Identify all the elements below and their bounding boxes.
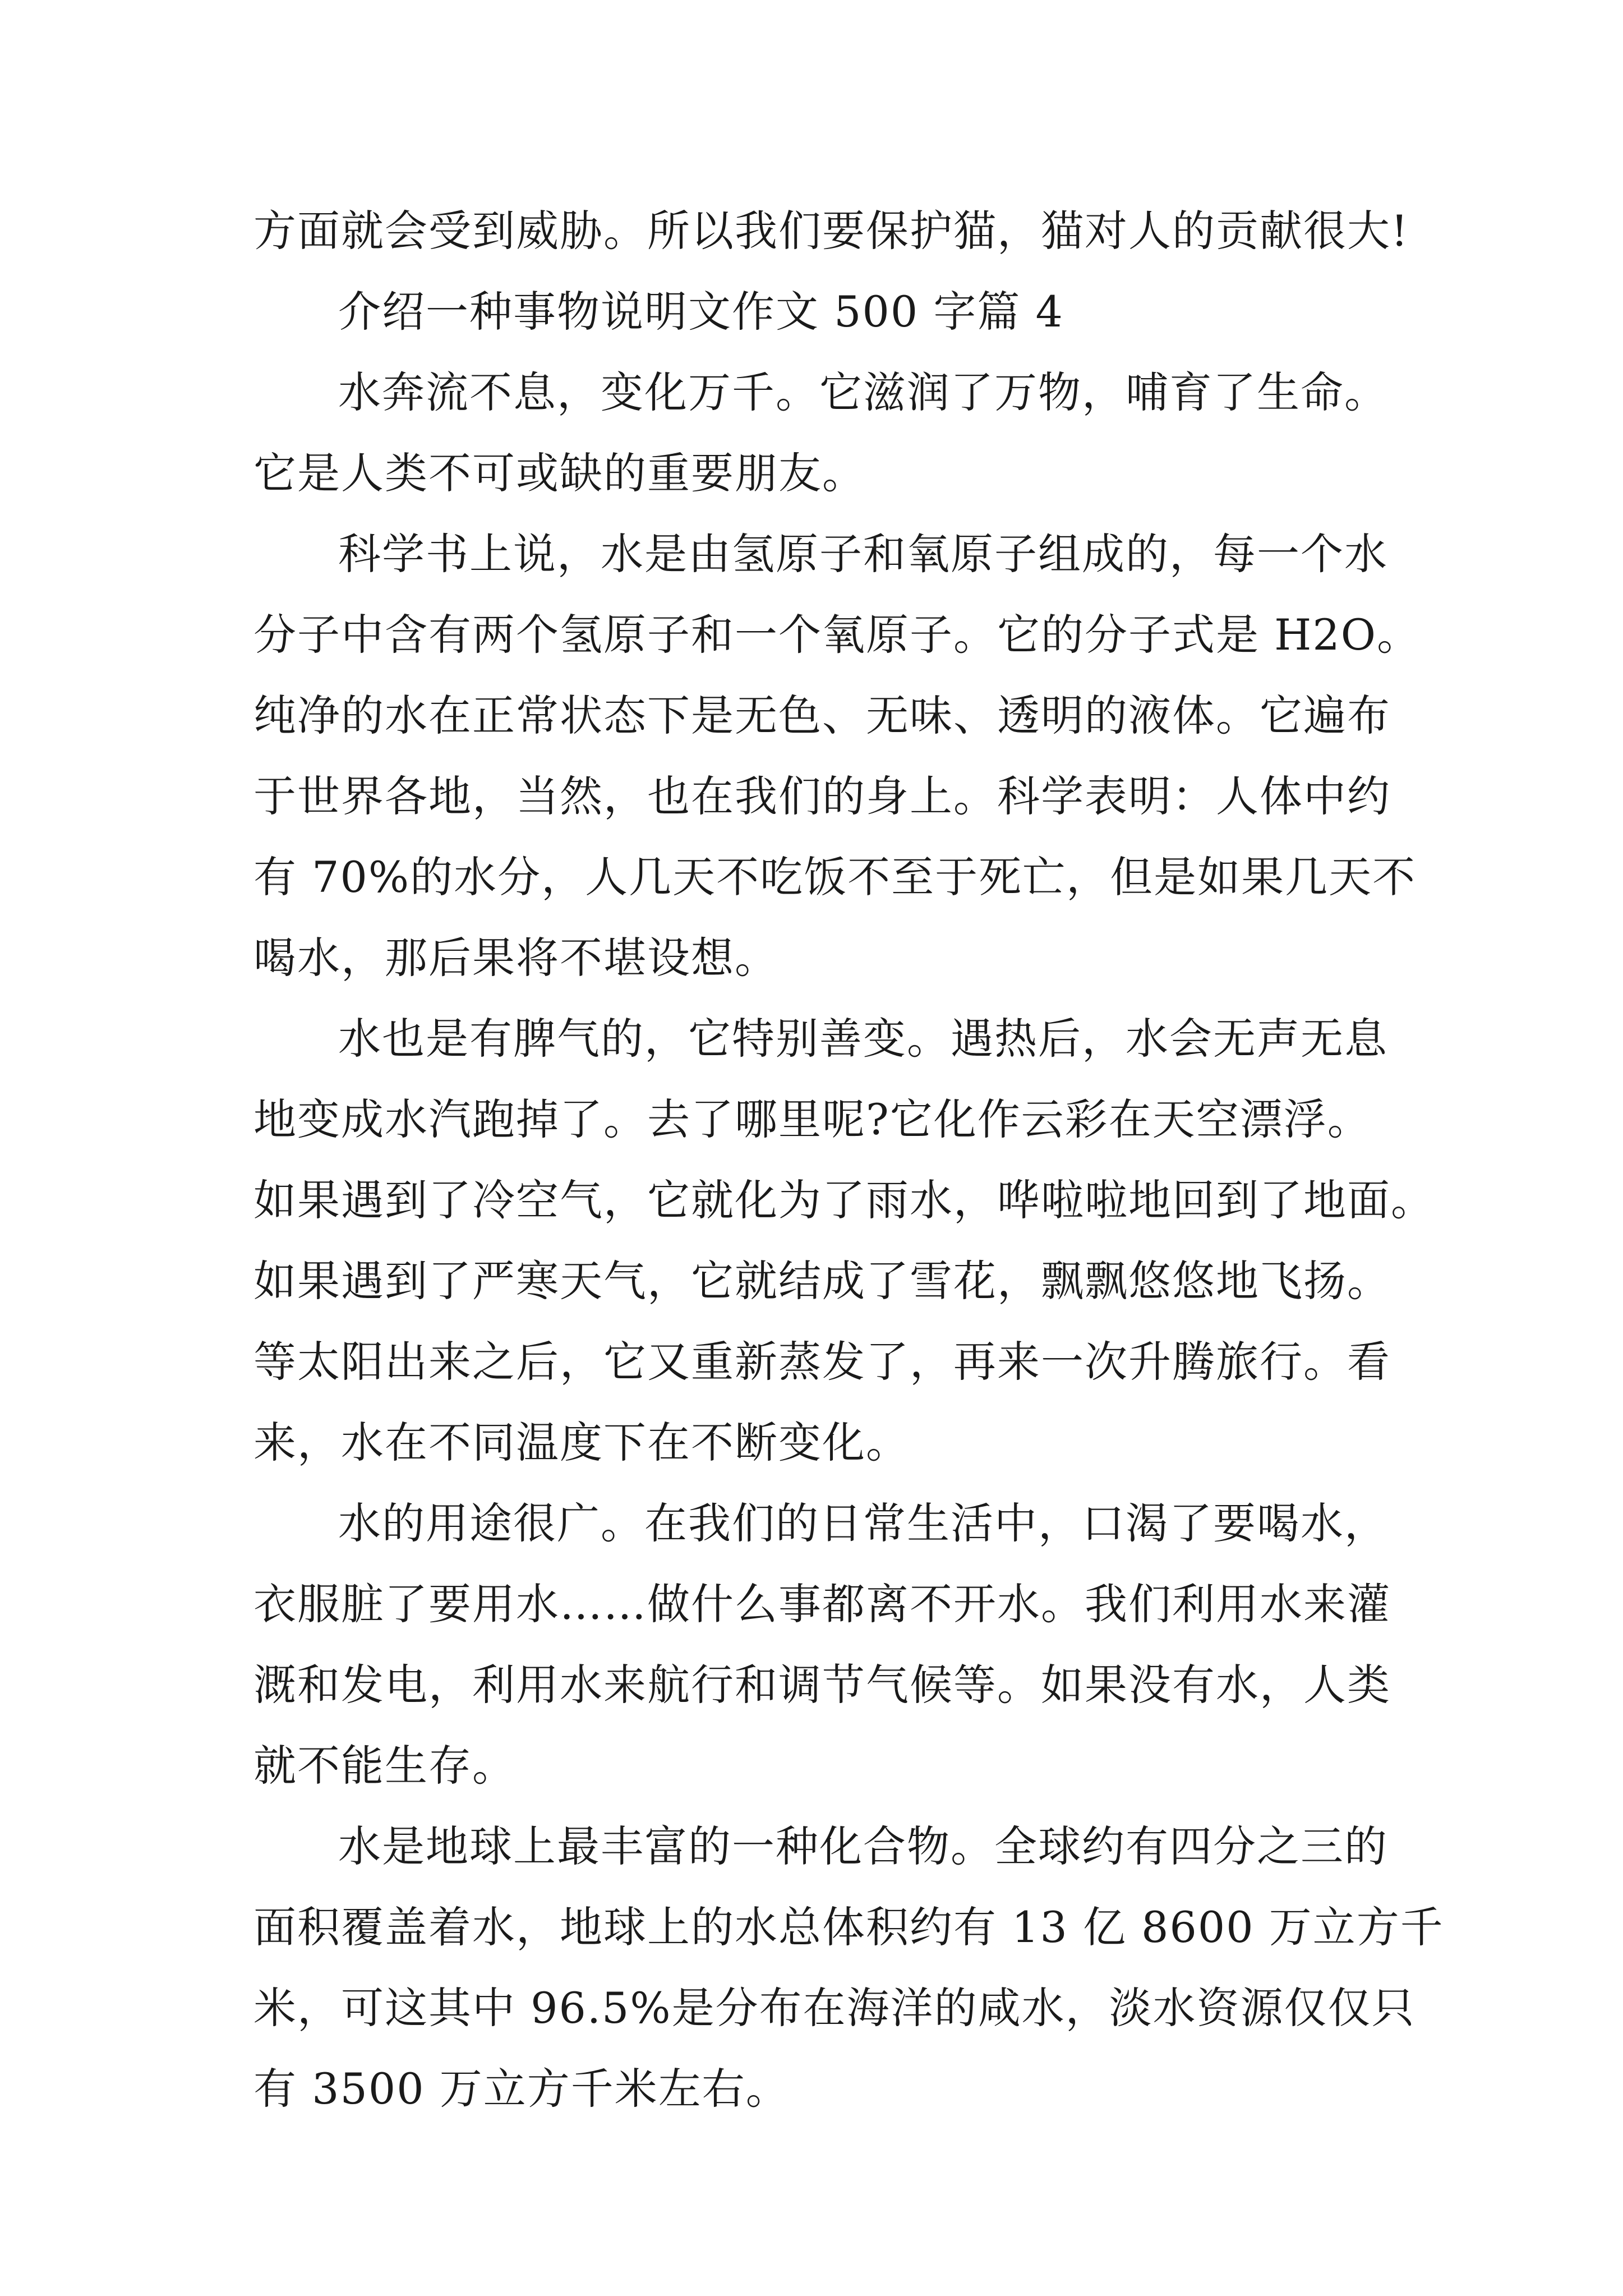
- text-line: 就不能生存。: [253, 1741, 516, 1791]
- text-line: 如果遇到了冷空气，它就化为了雨水，哗啦啦地回到了地面。: [253, 1175, 1435, 1225]
- text-line: 如果遇到了严寒天气，它就结成了雪花，飘飘悠悠地飞扬。: [253, 1256, 1391, 1306]
- text-line: 地变成水汽跑掉了。去了哪里呢?它化作云彩在天空漂浮。: [253, 1094, 1371, 1144]
- text-line: 纯净的水在正常状态下是无色、无味、透明的液体。它遍布: [253, 691, 1391, 740]
- text-line: 水是地球上最丰富的一种化合物。全球约有四分之三的: [338, 1821, 1388, 1871]
- text-line: 来，水在不同温度下在不断变化。: [253, 1418, 910, 1467]
- text-line: 衣服脏了要用水……做什么事都离不开水。我们利用水来灌: [253, 1579, 1391, 1629]
- text-line: 水也是有脾气的，它特别善变。遇热后，水会无声无息: [338, 1014, 1388, 1064]
- text-line: 米，可这其中 96.5%是分布在海洋的咸水，淡水资源仅仅只: [253, 1983, 1415, 2033]
- text-line: 有 3500 万立方千米左右。: [253, 2064, 790, 2114]
- text-line: 等太阳出来之后，它又重新蒸发了，再来一次升腾旅行。看: [253, 1337, 1391, 1387]
- text-line: 溉和发电，利用水来航行和调节气候等。如果没有水，人类: [253, 1660, 1391, 1710]
- text-line: 分子中含有两个氢原子和一个氧原子。它的分子式是 H2O。: [253, 610, 1421, 660]
- text-line: 科学书上说，水是由氢原子和氧原子组成的，每一个水: [338, 529, 1388, 579]
- section-heading: 介绍一种事物说明文作文 500 字篇 4: [338, 287, 1064, 337]
- text-line: 面积覆盖着水，地球上的水总体积约有 13 亿 8600 万立方千: [253, 1902, 1444, 1952]
- text-line: 水的用途很广。在我们的日常生活中，口渴了要喝水，: [338, 1498, 1388, 1548]
- text-line: 于世界各地，当然，也在我们的身上。科学表明：人体中约: [253, 771, 1391, 821]
- text-line: 方面就会受到威胁。所以我们要保护猫，猫对人的贡献很大!: [253, 206, 1409, 256]
- text-line: 喝水，那后果将不堪设想。: [253, 933, 778, 983]
- text-line: 有 70%的水分，人几天不吃饭不至于死亡，但是如果几天不: [253, 852, 1417, 902]
- text-line: 它是人类不可或缺的重要朋友。: [253, 448, 866, 498]
- text-line: 水奔流不息，变化万千。它滋润了万物，哺育了生命。: [338, 367, 1388, 417]
